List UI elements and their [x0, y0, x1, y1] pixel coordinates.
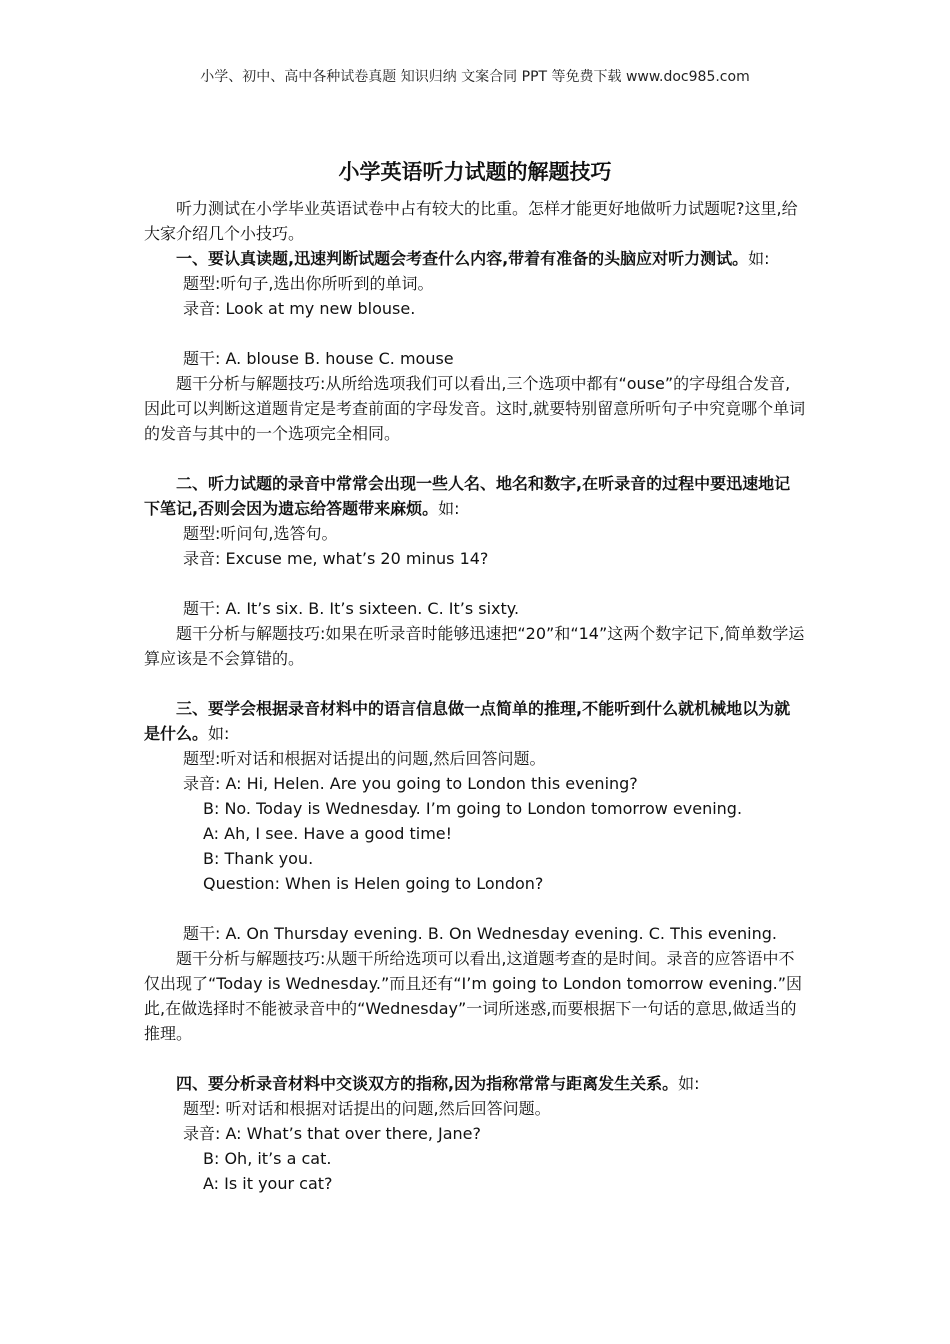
- section-2-heading-suffix: 如:: [438, 499, 460, 518]
- section-3-analysis: 题干分析与解题技巧:从题干所给选项可以看出,这道题考查的是时间。录音的应答语中不仅出现了“Today is Wednesday.”而且还有“I’m going to London tomorrow evening.”因此,在做选择时不能被录音中的“Wednesday”一词所迷惑,而要根据下一句话的意思,做适当的推理。: [144, 949, 803, 1043]
- section-2-analysis: 题干分析与解题技巧:如果在听录音时能够迅速把“20”和“14”这两个数字记下,简单数学运算应该是不会算错的。: [144, 624, 805, 668]
- section-4-dialog-line: B: Oh, it’s a cat.: [203, 1149, 332, 1168]
- section-1-heading-text: 一、要认真读题,迅速判断试题会考查什么内容,带着有准备的头脑应对听力测试。: [176, 249, 749, 268]
- section-4-recording: 录音: A: What’s that over there, Jane?: [183, 1124, 482, 1143]
- section-2-heading-text: 二、听力试题的录音中常常会出现一些人名、地名和数字,在听录音的过程中要迅速地记下笔记,否则会因为遗忘给答题带来麻烦。: [144, 474, 791, 518]
- section-3-dialog-line: B: Thank you.: [203, 849, 314, 868]
- section-3-stem: 题干: A. On Thursday evening. B. On Wednesday evening. C. This evening.: [183, 924, 777, 943]
- section-2-stem: 题干: A. It’s six. B. It’s sixteen. C. It’s sixty.: [183, 599, 520, 618]
- page-title: 小学英语听力试题的解题技巧: [338, 160, 612, 184]
- section-3-dialog-line: B: No. Today is Wednesday. I’m going to London tomorrow evening.: [203, 799, 743, 818]
- section-4-type: 题型: 听对话和根据对话提出的问题,然后回答问题。: [183, 1099, 551, 1118]
- section-1-recording: 录音: Look at my new blouse.: [183, 299, 416, 318]
- section-3-type: 题型:听对话和根据对话提出的问题,然后回答问题。: [183, 749, 546, 768]
- section-4-heading-text: 四、要分析录音材料中交谈双方的指称,因为指称常常与距离发生关系。: [176, 1074, 679, 1093]
- section-3-heading: [144, 696, 806, 746]
- section-1-stem: 题干: A. blouse B. house C. mouse: [183, 349, 454, 368]
- section-1-type: 题型:听句子,选出你所听到的单词。: [183, 274, 434, 293]
- section-2-type: 题型:听问句,选答句。: [183, 524, 338, 543]
- section-3-question: Question: When is Helen going to London?: [203, 874, 544, 893]
- section-1-heading-suffix: 如:: [748, 249, 770, 268]
- section-3-heading-suffix: 如:: [208, 724, 230, 743]
- document-body: [144, 196, 806, 1196]
- intro-paragraph: 听力测试在小学毕业英语试卷中占有较大的比重。怎样才能更好地做听力试题呢?这里,给大家介绍几个小技巧。: [144, 199, 798, 243]
- section-4-heading-suffix: 如:: [678, 1074, 700, 1093]
- section-2-recording: 录音: Excuse me, what’s 20 minus 14?: [183, 549, 489, 568]
- section-1-analysis: 题干分析与解题技巧:从所给选项我们可以看出,三个选项中都有“ouse”的字母组合发音,因此可以判断这道题肯定是考查前面的字母发音。这时,就要特别留意所听句子中究竟哪个单词的发音与其中的一个选项完全相同。: [144, 374, 806, 443]
- section-2-heading: [144, 471, 806, 521]
- section-4-dialog-line: A: Is it your cat?: [203, 1174, 333, 1193]
- section-3-recording: 录音: A: Hi, Helen. Are you going to London this evening?: [183, 774, 638, 793]
- section-3-heading-text: 三、要学会根据录音材料中的语言信息做一点简单的推理,不能听到什么就机械地以为就是什么。: [144, 699, 791, 743]
- section-1-heading: [144, 246, 806, 271]
- page-header: 小学、初中、高中各种试卷真题 知识归纳 文案合同 PPT 等免费下载 www.doc985.com: [200, 69, 750, 85]
- section-3-dialog-line: A: Ah, I see. Have a good time!: [203, 824, 453, 843]
- section-4-heading: [144, 1071, 806, 1096]
